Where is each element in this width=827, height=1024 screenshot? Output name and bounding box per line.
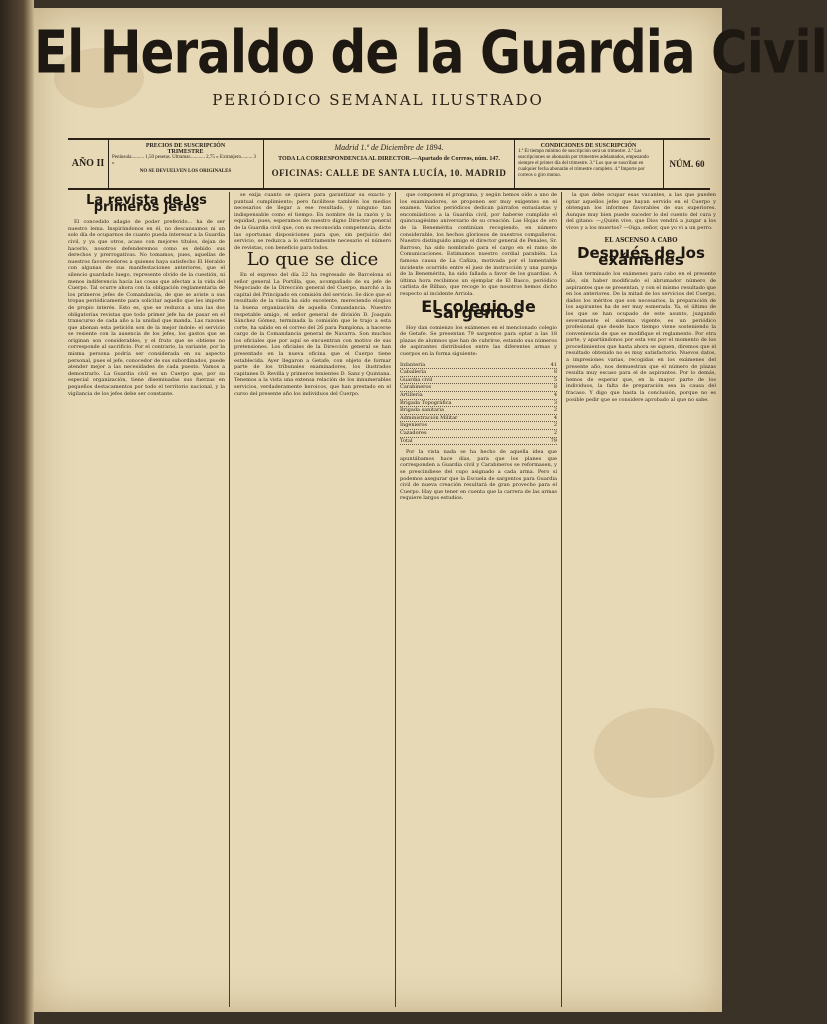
table-cell-count: 3 xyxy=(553,399,557,406)
table-cell-count: 5 xyxy=(553,376,557,383)
table-cell-arm: Ingenieros xyxy=(400,422,428,429)
masthead-title: El Heraldo de la Guardia Civil xyxy=(34,18,827,87)
prices-lines: Península.......... 1,50 pesetas. Ultramar............ 2,75 » Extranjero......... 3 » xyxy=(112,155,257,166)
center-info xyxy=(264,140,515,188)
table-row xyxy=(400,438,557,446)
issue-date: Madrid 1.º de Diciembre de 1894. xyxy=(334,143,444,152)
column-2 xyxy=(234,192,391,1007)
article-text: Han terminado los exámenes para cabo en el presente año, sin haber modificado el abrumador número de aspirantes que se presentan, y con el mismo resultado que en los anteriores. De la mitad de los servicios del Cuerpo, dados los méritos que son necesarios, la preparación de los aspirantes ha de ser muy esmerada. Ya, el último de los que se han ocupado de este asunto, juzgando severamente el sistema vigente, es un periódico profesional que desde hace tiempo viene sosteniendo la conveniencia de que se modifique el reglamento. Por otra parte, y apartándonos por esta vez por el momento de los procedimientos que hasta ahora se siguen, diremos que el resultado obtenido no es muy satisfactorio. Nuevos datos, a impresiones varias, recogidas en los exámenes del presente año, nos demuestran que el número de plazas resulta muy escaso para el de aspirantes. Por lo demás, hemos de esperar que, en la mayor parte de los individuos, la falta de preparación sea la causa del fracaso. Y digo que hasta la conclusión, porque no es posible pedir que se considere aprobado al que no sabe. xyxy=(566,271,716,403)
table-row xyxy=(400,384,557,392)
article-text: la que debe ocupar esas vacantes, a las que pueden optar aquellos jefes que hayan servido en el Cuerpo y obtengan los informes favorables de sus superiores. Aunque muy bien puede suceder lo del cuento del cura y del gitano: —¿Quién vive, que Dios vendrá a juzgar a los vivos y a los muertos? —Oiga, señor, que yo vi a un perro. xyxy=(566,192,716,231)
table-cell-arm: Administración Militar xyxy=(400,414,458,421)
table-row xyxy=(400,422,557,430)
article-text: Hoy dan comienzo los exámenes en el mencionado colegio de Getafe. Se presentan 79 sargentos para optar a las 18 plazas de alumnos que han de cubrirse, estando sus números de aspirantes distribuidos entre las diferentes armas y cuerpos en la forma siguiente: xyxy=(400,324,557,358)
article-text: se exija cuanto se quiera para garantizar su exacto y puntual cumplimiento; pero facilítese también los medios necesarios de llegar a ese resultado, y ninguno tan indispensable como el tiempo. En nombre de la razón y la equidad, pues, esperamos de nuestro digno Director general de la Guardia civil que, con su reconocida competencia, dicte las oportunas disposiciones para que, sin perjuicio del servicio, se reduzca a lo estrictamente necesario el número de revistas, con beneficio para todos. xyxy=(234,192,391,251)
article-text: El concedido adagio de poder preferido... ha de ser nuestro lema. Inspirándonos en él, no descansamos ni un solo día de ocuparnos de cuanto pueda interesar a la Guardia civil, y ya que otros, acaso con mejores títulos, dejan de hacerlo, nosotros defenderemos como es debido sus derechos y prerrogativas. No tomamos, pues, aquellas de nuestros favorecedores a quienes haya satisfecho El Heraldo con algunas de sus manifestaciones anteriores, que el silencio guardado luego, represente olvido de la cuestión, ni menos indiferencia hacia las cosas que afectan a la vida del Cuerpo. Tal ocurre ahora con la obligación reglamentaria de los primeros jefes de Comandancia, de que se aviste a sus tropas periódicamente para solicitar aquello que les importe de propio interés. Esto es, que se reduzca a una las dos obligatorias revistas que todo primer jefe ha de pasar en el transcurso de cada año a la unidad que manda. Las razones que abonan esta petición son de la mejor índole: el servicio se resiente con la ausencia de los jefes, los gastos que se originan son considerables, y el fruto que se obtiene no corresponde al sacrificio. Por el contrario, la variante, por la misma persona podría ser considerada en su aspecto personal, pues el jefe, conocedor de sus subordinados, puede atender mejor a las necesidades de cada puesto. Vamos a demostrarlo. La Guardia civil es un Cuerpo que, por su especial organización, tiene diseminadas sus fuerzas en pequeños destacamentos por todo el territorio nacional, y la vigilancia de los jefes debe ser constante. xyxy=(68,219,225,397)
newspaper-page xyxy=(34,8,827,1012)
subscription-prices xyxy=(108,140,264,188)
masthead-subtitle: PERIÓDICO SEMANAL ILUSTRADO xyxy=(212,91,544,109)
table-row xyxy=(400,430,557,438)
table-row xyxy=(400,369,557,377)
correspondence-line: TODA LA CORRESPONDENCIA AL DIRECTOR.—Apartado de Correos, núm. 147. xyxy=(278,156,500,162)
subscription-conditions xyxy=(514,140,664,188)
column-rule xyxy=(395,192,396,1007)
conditions-title: CONDICIONES DE SUSCRIPCIÓN xyxy=(540,143,637,149)
table-cell-arm: Infantería xyxy=(400,361,426,368)
column-rule xyxy=(229,192,230,1007)
prices-title: PRECIOS DE SUSCRIPCIÓN xyxy=(145,143,226,149)
article-heading-revista: La revista de los primeros jefes xyxy=(86,193,207,215)
header-info-bar xyxy=(68,138,710,190)
column-4 xyxy=(566,192,716,1007)
article-text: Por la vista nada se ha hecho de aquella idea que apuntábamos hace días, para que los planes que corresponden a Guardia civil y Carabineros se reformasen, y se prescindiese del cupo asignado a cada arma. Pero sí podemos asegurar que la Escuela de sargentos para Guardia civil de nueva creación resultará de gran provecho para el Cuerpo. Hay que tener en cuenta que la carrera de las armas requiere largos estudios. xyxy=(400,449,557,502)
prices-sub: TRIMESTRE xyxy=(167,149,204,155)
table-cell-count: 2 xyxy=(553,422,557,429)
column-3 xyxy=(400,192,557,1007)
issue-number: NÚM. 60 xyxy=(669,159,705,169)
table-cell-arm: Artillería xyxy=(400,392,423,399)
article-heading-examenes: Después de los exámenes xyxy=(577,244,705,269)
no-returns-note: NO SE DEVUELVEN LOS ORIGINALES xyxy=(139,169,232,174)
table-cell-count: 8 xyxy=(553,384,557,391)
table-cell-count: 8 xyxy=(553,369,557,376)
book-spine xyxy=(0,0,34,1024)
table-cell-count: 2 xyxy=(553,407,557,414)
table-cell-arm: Brigada sanitaria xyxy=(400,407,444,414)
table-cell-arm: Guardia civil xyxy=(400,376,433,383)
article-heading-colegio: El colegio de sargentos xyxy=(421,296,536,323)
conditions-text: 1.ª El tiempo mínimo de suscripción será un trimestre. 2.ª Las suscripciones se abonarán por trimestres adelantados, empezando siempre el primer día del trimestre. 3.ª Los que se suscriban en cualquier fecha abonarán el trimestre completo. 4.ª Importe por correos o giro mutuo. xyxy=(518,149,649,178)
table-cell-count: 2 xyxy=(553,430,557,436)
table-row xyxy=(400,377,557,385)
table-cell-count: 41 xyxy=(550,361,557,368)
column-1 xyxy=(68,192,225,1007)
table-row xyxy=(400,392,557,400)
column-rule xyxy=(561,192,562,1007)
table-row xyxy=(400,407,557,415)
table-cell-arm: Carabineros xyxy=(400,384,432,391)
aspirants-table xyxy=(400,362,557,446)
table-cell-arm: Caballería xyxy=(400,369,427,376)
section-label: EL ASCENSO A CABO xyxy=(604,236,678,244)
table-cell-arm: Cazadores xyxy=(400,430,427,436)
article-heading-lo-que-se-dice: Lo que se dice xyxy=(246,249,379,271)
article-text: En el expreso del día 22 ha regresado de Barcelona el señor general La Portilla, que, acompañado de su jefe de Negociado de la Dirección general del Cuerpo, marchó a la capital del Principado en comisión del servicio. Se dice que el resultado de la visita ha sido excelente, mereciendo elogios la buena organización de aquella Comandancia. Nuestro respetable amigo, el señor general de división D. Joaquín Sánchez Gómez, terminada la comisión que le trajo a esta corte, ha salido en el correo del 26 para Pamplona, a hacerse cargo de la Comandancia general de Navarra. Son muchos los oficiales que por aquí se encuentran con motivo de sus pretensiones. Los oficiales de la Dirección general se han presentado en la nueva oficina que el Cuerpo tiene establecida. Ayer llegaron a Getafe, con objeto de formar parte de los tribunales examinadores, los ilustrados capitanes D. Revilla y primeros tenientes D. Sanz y Quintana. Tenemos a la vista una extensa relación de los innumerables servicios, verdaderamente heroicos, que han prestado en el curso del presente año los individuos del Cuerpo. xyxy=(234,271,391,397)
table-row xyxy=(400,415,557,423)
article-text: que componen el programa, y según hemos oído a uno de los examinadores, se proponen ser muy exigentes en el examen. Varios periódicos dedican párrafos entusiastas y encomiásticos a la Guardia civil, por haberse cumplido el quincuagésimo aniversario de su creación. Las Hojas de oro de la Benemérita continúan recogiendo, en número considerable, los hechos gloriosos de nuestros compañeros. Nuestro distinguido amigo el director general de Penales, Sr. Barroso, ha sido nombrado para el cargo en el ramo de Comunicaciones. Estimamos nuestro cordial parabién. La famosa causa de La Cañiza, motivada por el lamentable incidente ocurrido entre el juez de instrucción y una pareja de la Benemérita, ha sido fallada a favor de los guardias. A última hora recibimos un ejemplar de El Basco, periódico carlista de Bilbao, que recoge lo que nosotros hemos dicho respecto al incidente Arriola. xyxy=(400,192,557,297)
table-cell-count: 79 xyxy=(550,437,557,444)
table-row xyxy=(400,400,557,408)
year-label: AÑO II xyxy=(68,140,109,188)
table-cell-arm: Total xyxy=(400,437,413,444)
table-cell-count: 4 xyxy=(553,414,557,421)
offices-line: OFICINAS: CALLE DE SANTA LUCÍA, 10. MADRID xyxy=(271,168,507,178)
table-cell-count: 4 xyxy=(553,392,557,399)
table-cell-arm: Brigada Topográfica xyxy=(400,399,452,406)
